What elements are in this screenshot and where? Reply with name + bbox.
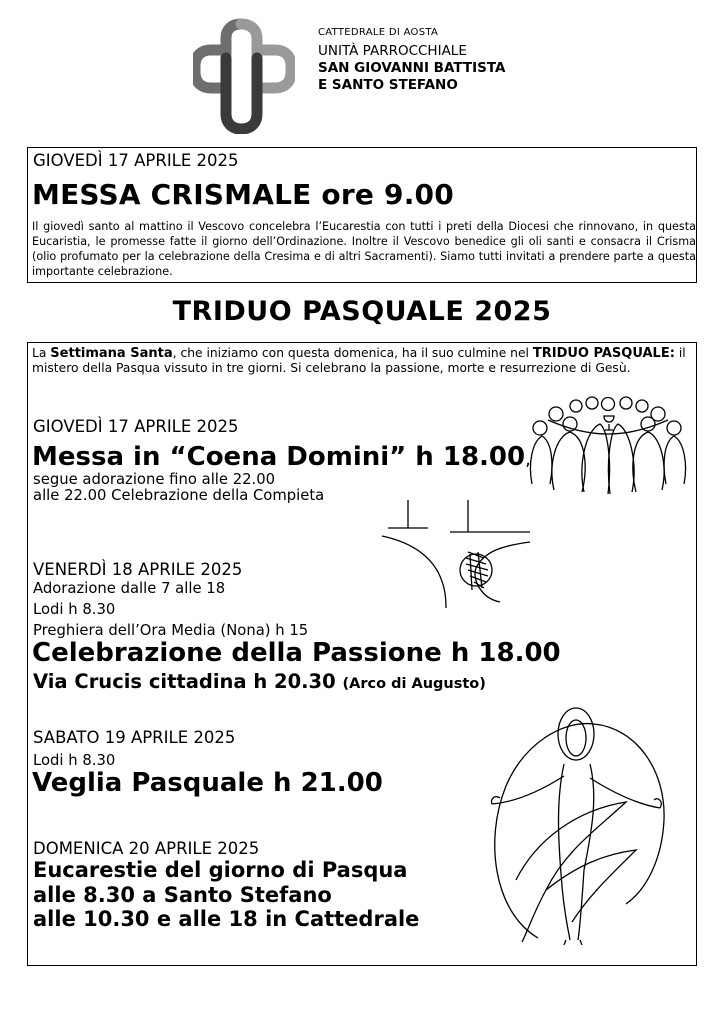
domenica-line2: alle 8.30 a Santo Stefano: [33, 883, 332, 907]
venerdi-date: VENERDÌ 18 APRILE 2025: [33, 560, 243, 579]
last-supper-illustration: [526, 394, 690, 498]
venerdi-line3: Preghiera dell’Ora Media (Nona) h 15: [33, 622, 309, 639]
venerdi-line1: Adorazione dalle 7 alle 18: [33, 580, 226, 597]
triduo-intro: La Settimana Santa, che iniziamo con questa domenica, ha il suo culmine nel TRIDUO PASQUALE: il mistero della Pasqua vissuto in tre giorni. Si celebrano la passione, morte e resurrezione di Gesù.: [32, 346, 686, 375]
giovedi-line2: alle 22.00 Celebrazione della Compieta: [33, 487, 325, 504]
giovedi-line1: segue adorazione fino alle 22.00: [33, 471, 276, 488]
sabato-line1: Lodi h 8.30: [33, 752, 116, 769]
domenica-date: DOMENICA 20 APRILE 2025: [33, 839, 260, 858]
parish-name-line2: E SANTO STEFANO: [318, 77, 458, 93]
triduo-pasquale-label: TRIDUO PASQUALE:: [532, 346, 675, 361]
risen-christ-illustration: [486, 690, 676, 945]
giovedi-date: GIOVEDÌ 17 APRILE 2025: [33, 417, 239, 436]
via-crucis: Via Crucis cittadina h 20.30 (Arco di Augusto): [33, 670, 486, 693]
domenica-line1: Eucarestie del giorno di Pasqua: [33, 858, 408, 882]
sabato-title: Veglia Pasquale h 21.00: [32, 768, 383, 798]
crismale-date: GIOVEDÌ 17 APRILE 2025: [33, 151, 239, 170]
parish-logo: [193, 18, 295, 134]
crucifixion-illustration: [380, 498, 535, 608]
domenica-line3: alle 10.30 e alle 18 in Cattedrale: [33, 907, 420, 931]
parish-name-line1: SAN GIOVANNI BATTISTA: [318, 60, 506, 76]
crismale-description: Il giovedì santo al mattino il Vescovo concelebra l’Eucarestia con tutti i preti della Diocesi che rinnovano, in questa Eucaristia, le promesse fatte il giorno dell’Ordinazione. Inoltre il Vescovo benedice gli oli santi e consacra il Crisma (olio profumato per la celebrazione della Cresima e di altri Sacramenti). Siamo tutti invitati a prendere parte a questa importante celebrazione.: [32, 220, 696, 278]
triduo-title: TRIDUO PASQUALE 2025: [172, 296, 552, 327]
giovedi-title: Messa in “Coena Domini” h 18.00,: [32, 442, 531, 472]
venerdi-title: Celebrazione della Passione h 18.00: [32, 638, 561, 668]
sabato-date: SABATO 19 APRILE 2025: [33, 728, 236, 747]
via-crucis-note: (Arco di Augusto): [342, 676, 486, 692]
parish-unit-label: UNITÀ PARROCCHIALE: [318, 43, 467, 59]
venerdi-line2: Lodi h 8.30: [33, 601, 116, 618]
crismale-title: MESSA CRISMALE ore 9.00: [32, 178, 454, 211]
cathedral-name: CATTEDRALE DI AOSTA: [318, 27, 439, 38]
settimana-santa-label: Settimana Santa: [50, 346, 173, 361]
